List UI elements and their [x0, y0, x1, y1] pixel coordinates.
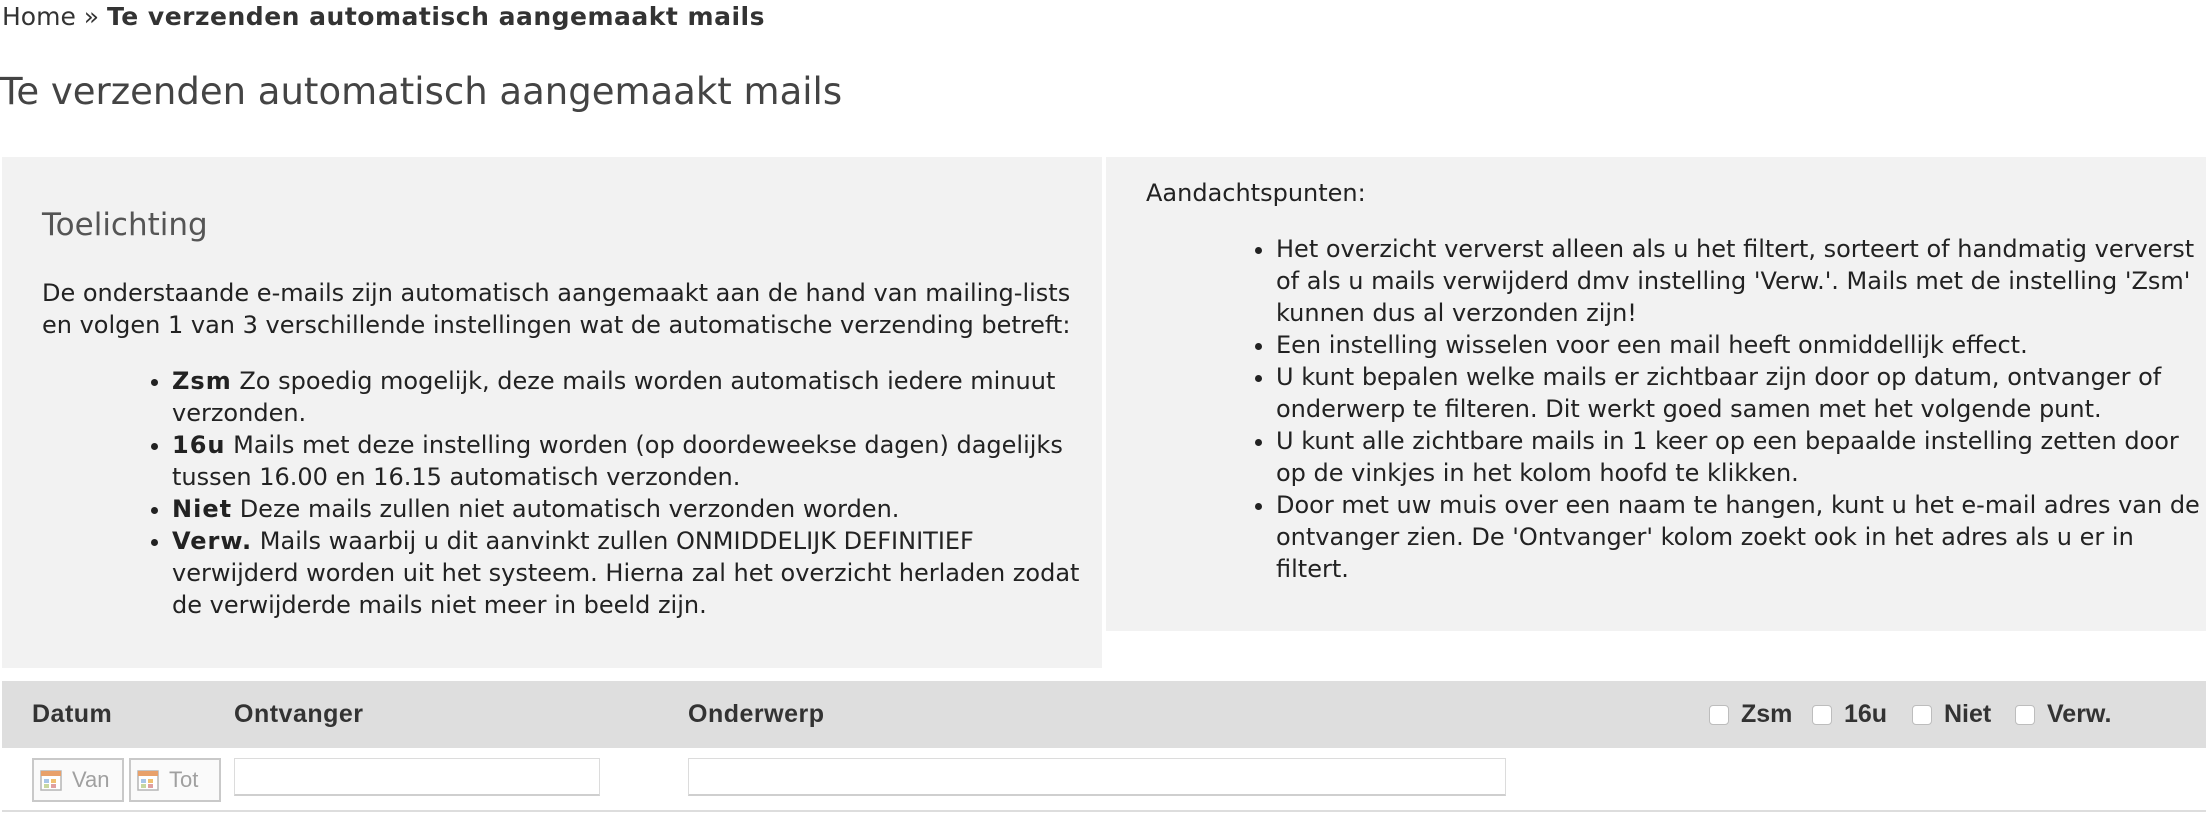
setting-description: Mails met deze instelling worden (op doordeweekse dagen) dagelijks tussen 16.00 en 16.15 automatisch verzonden.: [172, 431, 1063, 491]
zsm-label: Zsm: [1741, 700, 1793, 728]
setting-term: Niet: [172, 495, 233, 523]
setting-term: Zsm: [172, 367, 232, 395]
aandachtspunten-heading: Aandachtspunten:: [1146, 179, 1366, 207]
list-item: [172, 525, 1082, 621]
date-to-button[interactable]: [129, 758, 221, 802]
list-item: [172, 429, 1082, 493]
setting-description: Deze mails zullen niet automatisch verzonden worden.: [239, 495, 900, 523]
date-from-button[interactable]: [32, 758, 124, 802]
column-header-datum[interactable]: Datum: [32, 700, 113, 728]
column-header-niet: [1912, 681, 1991, 748]
breadcrumb-home-link[interactable]: Home: [2, 2, 76, 31]
aandachtspunten-panel: [1106, 157, 2206, 631]
column-header-16u: [1812, 681, 1887, 748]
niet-label: Niet: [1944, 700, 1992, 728]
list-item: [172, 365, 1082, 429]
niet-all-checkbox[interactable]: [1912, 705, 1932, 725]
column-header-verw: [2015, 681, 2111, 748]
list-item: [172, 493, 1082, 525]
list-item: • Het overzicht ververst alleen als u het filtert, sorteert of handmatig ververst of als u mails verwijderd dmv instelling 'Verw.'. Mails met de instelling 'Zsm' kunnen dus al verzonden zijn!: [1276, 233, 2206, 329]
column-header-onderwerp[interactable]: Onderwerp: [688, 700, 825, 728]
list-item: • Een instelling wisselen voor een mail heeft onmiddellijk effect.: [1276, 329, 2206, 361]
toelichting-heading: Toelichting: [42, 207, 208, 243]
breadcrumb-separator: »: [75, 2, 108, 31]
list-item: • U kunt bepalen welke mails er zichtbaar zijn door op datum, ontvanger of onderwerp te filteren. Dit werkt goed samen met het volgende punt.: [1276, 361, 2206, 425]
onderwerp-filter-input[interactable]: [688, 758, 1506, 796]
breadcrumb-current: Te verzenden automatisch aangemaakt mails: [107, 2, 765, 31]
page-title: Te verzenden automatisch aangemaakt mails: [0, 70, 843, 113]
aandachtspunten-list: [1146, 233, 2206, 585]
verw-all-checkbox[interactable]: [2015, 705, 2035, 725]
setting-description: Mails waarbij u dit aanvinkt zullen ONMIDDELIJK DEFINITIEF verwijderd worden uit het systeem. Hierna zal het overzicht herladen zodat de verwijderde mails niet meer in beeld zijn.: [172, 527, 1080, 619]
verw-label: Verw.: [2047, 700, 2112, 728]
setting-explanation-list: [42, 365, 1082, 621]
column-header-zsm: [1709, 681, 1792, 748]
setting-description: Zo spoedig mogelijk, deze mails worden automatisch iedere minuut verzonden.: [172, 367, 1056, 427]
toelichting-panel: [2, 157, 1102, 668]
zsm-all-checkbox[interactable]: [1709, 705, 1729, 725]
breadcrumb: [2, 0, 765, 34]
date-to-label: Tot: [169, 767, 199, 792]
setting-term: Verw.: [172, 527, 253, 555]
16u-all-checkbox[interactable]: [1812, 705, 1832, 725]
list-item: • Door met uw muis over een naam te hangen, kunt u het e-mail adres van de ontvanger zien. De 'Ontvanger' kolom zoekt ook in het adres als u er in filtert.: [1276, 489, 2206, 585]
mail-table-header: [2, 681, 2206, 748]
column-header-ontvanger[interactable]: Ontvanger: [234, 700, 364, 728]
setting-term: 16u: [172, 431, 226, 459]
list-item: • U kunt alle zichtbare mails in 1 keer op een bepaalde instelling zetten door op de vinkjes in het kolom hoofd te klikken.: [1276, 425, 2206, 489]
calendar-icon: [40, 769, 62, 791]
date-from-label: Van: [72, 767, 110, 792]
toelichting-intro: De onderstaande e-mails zijn automatisch aangemaakt aan de hand van mailing-lists en volgen 1 van 3 verschillende instellingen wat de automatische verzending betreft:: [42, 279, 1071, 339]
16u-label: 16u: [1844, 700, 1888, 728]
ontvanger-filter-input[interactable]: [234, 758, 600, 796]
filter-row: [2, 748, 2206, 812]
calendar-icon: [137, 769, 159, 791]
